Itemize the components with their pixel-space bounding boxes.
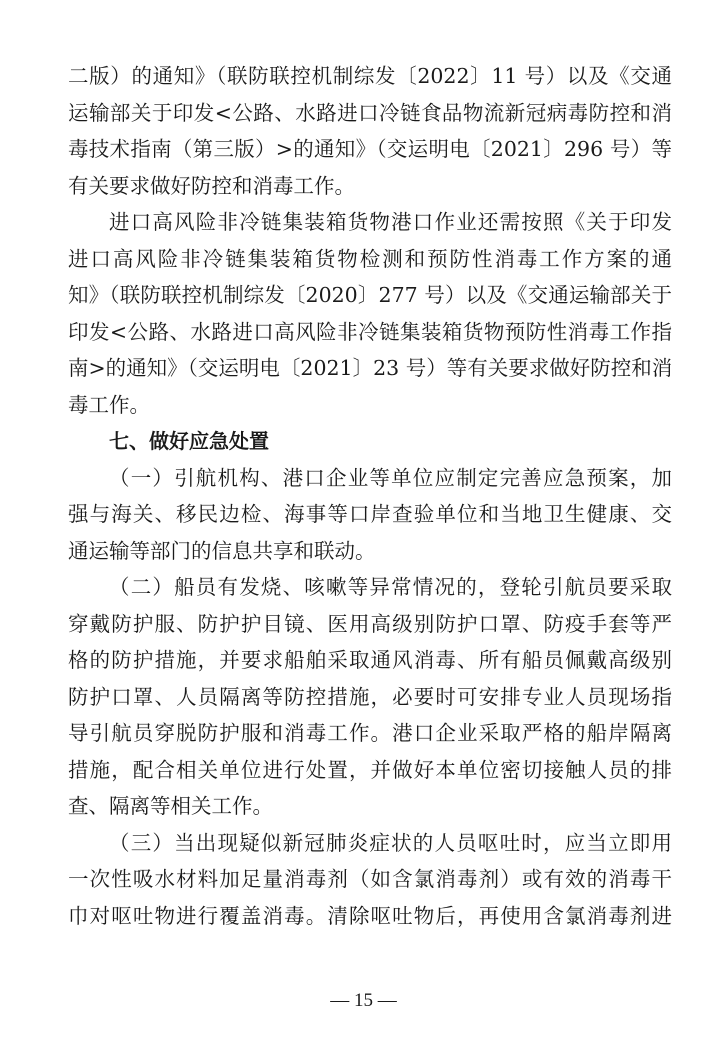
text-line: 穿戴防护服、防护护目镜、医用高级别防护口罩、防疫手套等严 [68, 611, 672, 636]
text-line: 毒技术指南（第三版）>的通知》（交运明电〔2021〕296 号）等 [68, 137, 672, 161]
text-line: 巾对呕吐物进行覆盖消毒。清除呕吐物后，再使用含氯消毒剂进 [68, 903, 672, 928]
text-line: 南>的通知》（交运明电〔2021〕23 号）等有关要求做好防控和消 [68, 356, 673, 380]
text-line: 强与海关、移民边检、海事等口岸查验单位和当地卫生健康、交 [68, 502, 672, 526]
text-line: 查、隔离等相关工作。 [68, 794, 273, 818]
text-line: 毒工作。 [68, 392, 150, 417]
text-line: 导引航员穿脱防护服和消毒工作。港口企业采取严格的船岸隔离 [68, 721, 672, 745]
text-line: 格的防护措施，并要求船舶采取通风消毒、所有船员佩戴高级别 [68, 648, 672, 672]
text-line: 二版）的通知》（联防联控机制综发〔2022〕11 号）以及《交通 [68, 64, 672, 88]
text-line: 运输部关于印发<公路、水路进口冷链食品物流新冠病毒防控和消 [68, 100, 672, 125]
text-line: （一）引航机构、港口企业等单位应制定完善应急预案，加 [109, 465, 672, 490]
body-text [68, 58, 672, 934]
text-line: 进口高风险非冷链集装箱货物港口作业还需按照《关于印发 [109, 210, 672, 234]
text-line: 知》（联防联控机制综发〔2020〕277 号）以及《交通运输部关于 [68, 283, 672, 307]
text-line: 措施，配合相关单位进行处置，并做好本单位密切接触人员的排 [68, 757, 672, 782]
text-line: （三）当出现疑似新冠肺炎症状的人员呕吐时，应当立即用 [109, 830, 672, 855]
text-line: 通运输等部门的信息共享和联动。 [68, 538, 376, 563]
text-line: 印发<公路、水路进口高风险非冷链集装箱货物预防性消毒工作指 [68, 319, 672, 344]
text-line: 防护口罩、人员隔离等防控措施，必要时可安排专业人员现场指 [68, 684, 672, 709]
text-line: 有关要求做好防控和消毒工作。 [68, 173, 355, 198]
text-line: （二）船员有发烧、咳嗽等异常情况的，登轮引航员要采取 [109, 575, 672, 599]
section-heading: 七、做好应急处置 [109, 429, 269, 453]
text-line: 进口高风险非冷链集装箱货物检测和预防性消毒工作方案的通 [68, 246, 672, 271]
page-number: — 15 — [330, 990, 397, 1011]
text-line: 一次性吸水材料加足量消毒剂（如含氯消毒剂）或有效的消毒干 [68, 867, 672, 891]
